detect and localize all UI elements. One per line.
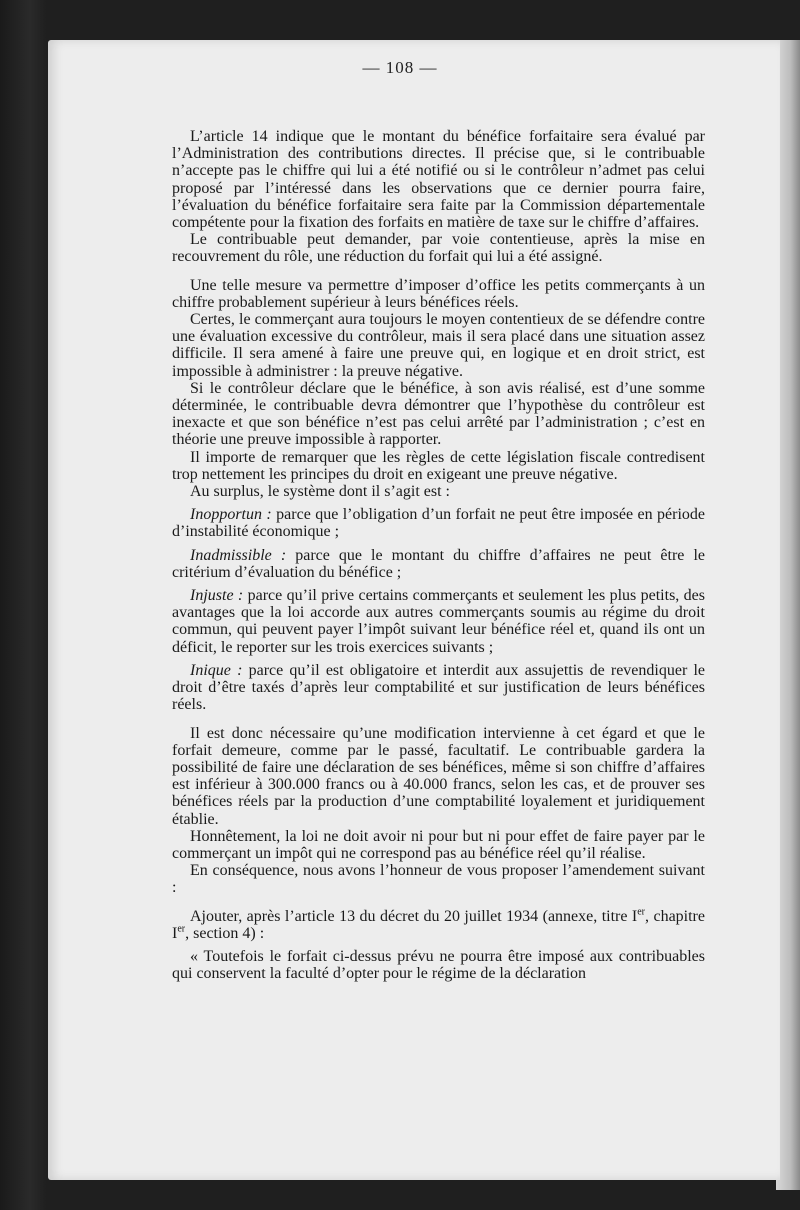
- paragraph-contentious-route: Le contribuable peut demander, par voie contentieuse, après la mise en recouvrement du rôle, une réduction du forfait qui lui a été assigné.: [172, 231, 705, 266]
- term-inadmissible: Inadmissible :: [190, 546, 287, 564]
- paragraph-modification: Il est donc nécessaire qu’une modification intervienne à cet égard et que le forfait demeure, comme par le passé, facultatif. Le contribuable gardera la possibilité de faire une déclaration de ses bénéfices, même si son chiffre d’affaires est inférieur à 300.000 francs ou à 40.000 francs, selon les cas, et de prouver ses bénéfices réels par la production d’une comptabilité loyalement et juridiquement établie.: [172, 724, 705, 828]
- paragraph-negative-proof: Certes, le commerçant aura toujours le moyen contentieux de se défendre contre une évaluation excessive du contrôleur, mais il sera placé dans une situation assez difficile. Il sera amené à faire une preuve qui, en logique et en droit strict, est impossible à administrer : la preuve négative.: [172, 311, 705, 380]
- term-injuste: Injuste :: [190, 587, 244, 605]
- paragraph-controller-hypothesis: Si le contrôleur déclare que le bénéfice, à son avis réalisé, est d’une somme déterminée, le contribuable devra démontrer que l’hypothèse du contrôleur est inexacte et que son bénéfice n’est pas celui arrêté par l’administration ; c’est en théorie une preuve impossible à rapporter.: [172, 379, 705, 449]
- paragraph-inopportun: Inopportun : parce que l’obligation d’un forfait ne peut être imposée en période d’instabilité économique ;: [172, 506, 706, 541]
- paragraph-system-intro: Au surplus, le système dont il s’agit est :: [190, 483, 450, 501]
- term-inique: Inique :: [190, 661, 243, 679]
- page-number: — 108 —: [362, 58, 438, 77]
- paragraph-contradiction: Il importe de remarquer que les règles de cette législation fiscale contredisent trop nettement les principes du droit en exigeant une preuve négative.: [172, 448, 705, 483]
- paragraph-injuste: Injuste : parce qu’il prive certains commerçants et seulement les plus petits, des avantages que la loi accorde aux autres commerçants soumis au régime du droit commun, qui peuvent payer l’impôt suivant leur bénéfice réel et, quand ils ont un déficit, le reporter sur les trois exercices suivants ;: [172, 587, 705, 656]
- paragraph-amendment-text: « Toutefois le forfait ci-dessus prévu ne pourra être imposé aux contribuables qui conservent la faculté d’opter pour le régime de la déclaration: [172, 947, 705, 983]
- paragraph-inique: Inique : parce qu’il est obligatoire et interdit aux assujettis de revendiquer le droit d’être taxés d’après leur comptabilité et sur justification de leurs bénéfices réels.: [172, 661, 706, 714]
- paragraph-amendment-location: Ajouter, après l’article 13 du décret du 20 juillet 1934 (annexe, titre Ier, chapitre Ier, section 4) :: [172, 906, 705, 942]
- term-inopportun: Inopportun :: [190, 506, 272, 524]
- paragraph-amendment-intro: En conséquence, nous avons l’honneur de vous proposer l’amendement suivant :: [172, 862, 705, 897]
- paragraph-honesty: Honnêtement, la loi ne doit avoir ni pour but ni pour effet de faire payer par le commerçant un impôt qui ne correspond pas au bénéfice réel qu’il réalise.: [172, 827, 705, 862]
- body-text: [172, 128, 705, 982]
- paragraph-office-imposition: Une telle mesure va permettre d’imposer d’office les petits commerçants à un chiffre probablement supérieur à leurs bénéfices réels.: [172, 276, 705, 311]
- paragraph-article-14: L’article 14 indique que le montant du bénéfice forfaitaire sera évalué par l’Administration des contributions directes. Il précise que, si le contribuable n’accepte pas le chiffre qui lui a été notifié ou si le contrôleur n’admet pas celui proposé par l’intéressé dans les observations que ce dernier pourra faire, l’évaluation du bénéfice forfaitaire sera faite par la Commission départementale compétente pour la fixation des forfaits en matière de taxe sur le chiffre d’affaires.: [172, 128, 705, 232]
- paragraph-inadmissible: Inadmissible : parce que le montant du chiffre d’affaires ne peut être le critérium d’évaluation du bénéfice ;: [172, 546, 705, 581]
